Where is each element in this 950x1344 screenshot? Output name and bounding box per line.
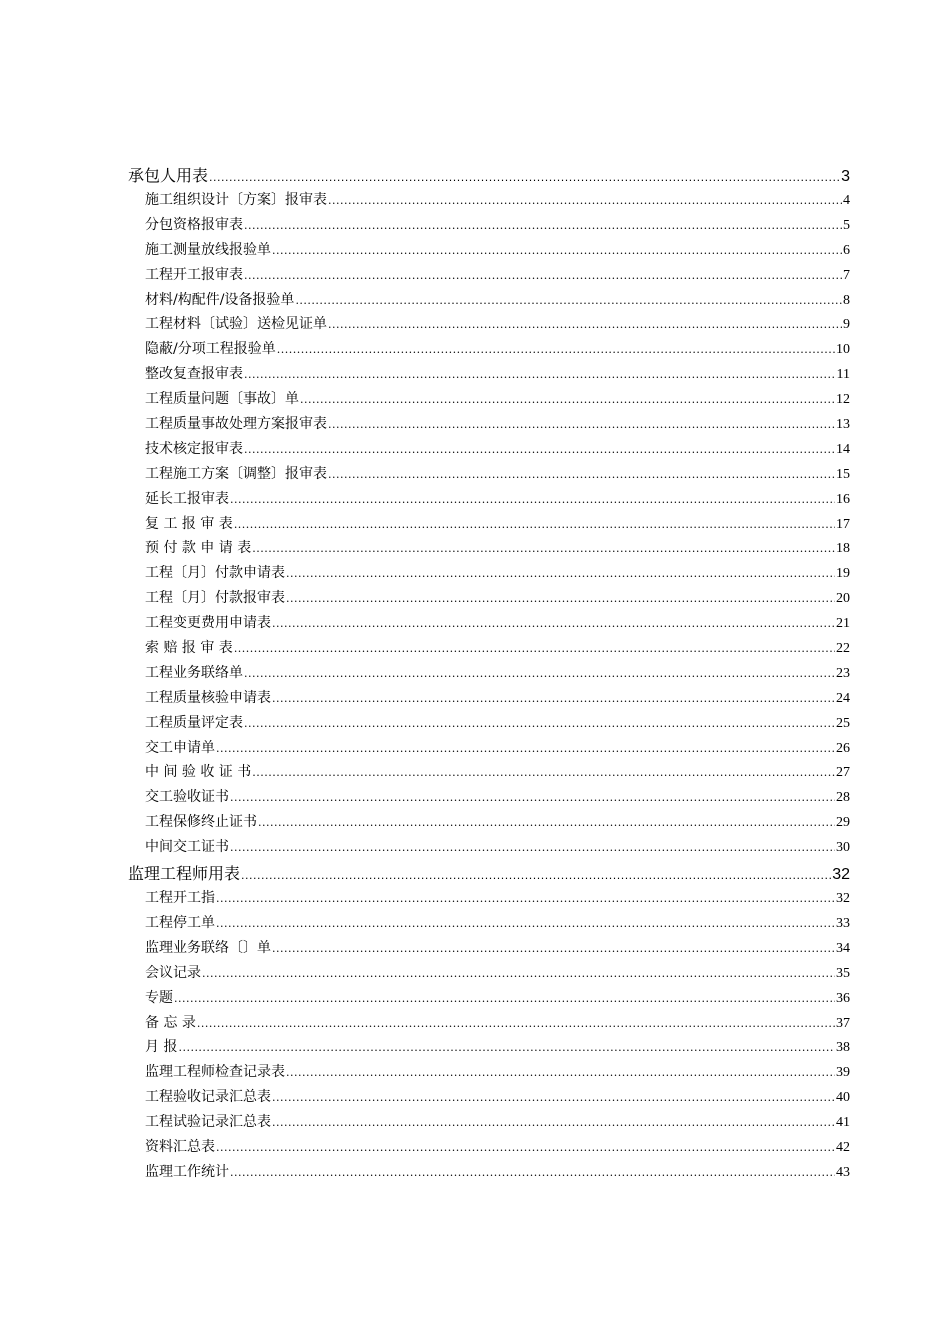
toc-entry-page-number: 20 bbox=[836, 591, 850, 607]
toc-entry-page-number: 42 bbox=[836, 1139, 850, 1155]
toc-entry-page-number: 3 bbox=[841, 168, 850, 185]
toc-entry-label: 中间交工证书 bbox=[145, 839, 229, 856]
dot-leader bbox=[277, 343, 835, 356]
dot-leader bbox=[272, 617, 835, 630]
toc-entry-label: 材料/构配件/设备报验单 bbox=[145, 291, 295, 308]
toc-entry[interactable] bbox=[128, 1036, 850, 1061]
toc-entry-label: 交工申请单 bbox=[145, 739, 215, 756]
dot-leader bbox=[286, 567, 835, 580]
toc-section-heading[interactable] bbox=[128, 861, 850, 887]
toc-entry-page-number: 4 bbox=[843, 193, 850, 208]
dot-leader bbox=[244, 443, 835, 456]
toc-entry[interactable] bbox=[128, 1012, 850, 1037]
toc-entry-page-number: 41 bbox=[836, 1115, 850, 1131]
dot-leader bbox=[272, 1091, 835, 1104]
toc-entry-label: 工程开工指 bbox=[145, 890, 215, 907]
toc-entry-page-number: 13 bbox=[836, 417, 850, 433]
dot-leader bbox=[174, 992, 835, 1005]
toc-entry[interactable] bbox=[128, 587, 850, 612]
toc-entry[interactable] bbox=[128, 1086, 850, 1111]
toc-entry-page-number: 15 bbox=[836, 466, 850, 482]
dot-leader bbox=[202, 967, 835, 980]
dot-leader bbox=[300, 393, 835, 406]
toc-entry[interactable] bbox=[128, 338, 850, 363]
toc-entry-label: 月 报 bbox=[145, 1039, 178, 1056]
toc-entry[interactable] bbox=[128, 637, 850, 662]
dot-leader bbox=[272, 1116, 835, 1129]
toc-entry-label: 工程变更费用申请表 bbox=[145, 615, 271, 632]
dot-leader bbox=[241, 869, 831, 882]
toc-entry-label: 施工测量放线报验单 bbox=[145, 241, 271, 258]
toc-entry-page-number: 9 bbox=[843, 317, 850, 333]
dot-leader bbox=[244, 368, 836, 381]
toc-entry-label: 工程保修终止证书 bbox=[145, 814, 257, 831]
toc-entry-page-number: 30 bbox=[836, 840, 850, 856]
toc-entry-page-number: 21 bbox=[836, 616, 850, 632]
toc-entry-label: 工程质量问题〔事故〕单 bbox=[145, 391, 299, 408]
toc-entry[interactable] bbox=[128, 962, 850, 987]
toc-entry-label: 专题 bbox=[145, 989, 173, 1006]
toc-entry-label: 分包资格报审表 bbox=[145, 216, 243, 233]
toc-entry[interactable] bbox=[128, 388, 850, 413]
dot-leader bbox=[209, 171, 840, 184]
table-of-contents bbox=[128, 163, 850, 1186]
toc-entry-label: 整改复查报审表 bbox=[145, 366, 243, 383]
dot-leader bbox=[286, 592, 835, 605]
toc-entry-label: 交工验收证书 bbox=[145, 789, 229, 806]
dot-leader bbox=[272, 244, 842, 257]
dot-leader bbox=[328, 194, 842, 207]
toc-entry-page-number: 24 bbox=[836, 690, 850, 706]
toc-entry-label: 工程〔月〕付款报审表 bbox=[145, 590, 285, 607]
toc-entry-label: 中 间 验 收 证 书 bbox=[145, 764, 252, 781]
toc-entry-label: 延长工报审表 bbox=[145, 490, 229, 507]
toc-entry-page-number: 32 bbox=[832, 866, 850, 884]
toc-entry-page-number: 28 bbox=[836, 790, 850, 806]
toc-entry-label: 监理工程师检查记录表 bbox=[145, 1064, 285, 1081]
toc-entry[interactable] bbox=[128, 811, 850, 836]
dot-leader bbox=[234, 518, 835, 531]
toc-entry-page-number: 34 bbox=[836, 940, 850, 956]
toc-section-heading[interactable] bbox=[128, 163, 850, 189]
toc-entry[interactable] bbox=[128, 264, 850, 289]
dot-leader bbox=[244, 667, 835, 680]
toc-entry[interactable] bbox=[128, 662, 850, 687]
toc-entry[interactable] bbox=[128, 836, 850, 861]
toc-entry-label: 工程停工单 bbox=[145, 914, 215, 931]
dot-leader bbox=[230, 841, 835, 854]
dot-leader bbox=[252, 766, 835, 779]
toc-entry[interactable] bbox=[128, 289, 850, 314]
dot-leader bbox=[272, 942, 835, 955]
dot-leader bbox=[230, 493, 835, 506]
dot-leader bbox=[328, 418, 835, 431]
toc-entry-page-number: 33 bbox=[836, 915, 850, 931]
dot-leader bbox=[216, 892, 835, 905]
toc-entry-label: 工程质量评定表 bbox=[145, 714, 243, 731]
toc-entry-label: 工程开工报审表 bbox=[145, 266, 243, 283]
toc-entry[interactable] bbox=[128, 562, 850, 587]
toc-entry[interactable] bbox=[128, 513, 850, 538]
toc-entry-page-number: 18 bbox=[836, 541, 850, 557]
toc-entry-page-number: 32 bbox=[836, 891, 850, 907]
toc-entry-label: 工程材料〔试验〕送检见证单 bbox=[145, 316, 327, 333]
toc-entry-page-number: 14 bbox=[836, 441, 850, 457]
toc-entry[interactable] bbox=[128, 612, 850, 637]
toc-entry-page-number: 7 bbox=[843, 267, 850, 283]
toc-entry[interactable] bbox=[128, 687, 850, 712]
toc-entry-page-number: 35 bbox=[836, 965, 850, 981]
toc-entry[interactable] bbox=[128, 214, 850, 239]
toc-entry-page-number: 6 bbox=[843, 242, 850, 258]
toc-entry-page-number: 12 bbox=[836, 392, 850, 408]
toc-entry[interactable] bbox=[128, 239, 850, 264]
dot-leader bbox=[216, 1141, 835, 1154]
dot-leader bbox=[258, 816, 835, 829]
toc-entry-page-number: 16 bbox=[836, 491, 850, 507]
toc-entry-page-number: 22 bbox=[836, 641, 850, 657]
toc-entry-label: 工程业务联络单 bbox=[145, 664, 243, 681]
toc-entry[interactable] bbox=[128, 463, 850, 488]
toc-entry-label: 技术核定报审表 bbox=[145, 440, 243, 457]
toc-entry[interactable] bbox=[128, 937, 850, 962]
toc-entry-label: 索 赔 报 审 表 bbox=[145, 640, 233, 657]
toc-entry-label: 工程质量核验申请表 bbox=[145, 689, 271, 706]
toc-entry[interactable] bbox=[128, 1136, 850, 1161]
toc-entry-label: 监理工作统计 bbox=[145, 1163, 229, 1180]
dot-leader bbox=[230, 1166, 835, 1179]
toc-entry[interactable] bbox=[128, 413, 850, 438]
dot-leader bbox=[328, 468, 835, 481]
toc-entry[interactable] bbox=[128, 363, 850, 388]
toc-entry[interactable] bbox=[128, 1061, 850, 1086]
toc-entry[interactable] bbox=[128, 987, 850, 1012]
toc-entry-page-number: 23 bbox=[836, 665, 850, 681]
toc-entry-label: 承包人用表 bbox=[128, 166, 209, 185]
toc-entry-page-number: 5 bbox=[843, 217, 850, 233]
toc-entry[interactable] bbox=[128, 786, 850, 811]
toc-entry[interactable] bbox=[128, 1161, 850, 1186]
toc-entry[interactable] bbox=[128, 712, 850, 737]
dot-leader bbox=[216, 917, 835, 930]
toc-entry-page-number: 43 bbox=[836, 1164, 850, 1180]
toc-entry-label: 施工组织设计〔方案〕报审表 bbox=[145, 192, 327, 208]
toc-entry-page-number: 37 bbox=[836, 1015, 850, 1031]
toc-entry[interactable] bbox=[128, 488, 850, 513]
toc-entry-label: 预 付 款 申 请 表 bbox=[145, 540, 252, 557]
toc-entry-label: 工程施工方案〔调整〕报审表 bbox=[145, 465, 327, 482]
toc-entry-page-number: 17 bbox=[836, 516, 850, 532]
toc-entry-label: 隐蔽/分项工程报验单 bbox=[145, 341, 276, 358]
toc-entry[interactable] bbox=[128, 1111, 850, 1136]
dot-leader bbox=[216, 742, 835, 755]
dot-leader bbox=[295, 294, 842, 307]
toc-entry-page-number: 27 bbox=[836, 765, 850, 781]
dot-leader bbox=[244, 717, 835, 730]
toc-entry-page-number: 19 bbox=[836, 566, 850, 582]
dot-leader bbox=[197, 1017, 835, 1030]
toc-entry-label: 复 工 报 审 表 bbox=[145, 515, 233, 532]
toc-entry-label: 会议记录 bbox=[145, 964, 201, 981]
toc-entry-label: 工程试验记录汇总表 bbox=[145, 1114, 271, 1131]
toc-entry-label: 备 忘 录 bbox=[145, 1014, 196, 1031]
toc-entry-label: 监理工程师用表 bbox=[128, 864, 241, 884]
toc-entry-page-number: 29 bbox=[836, 815, 850, 831]
toc-entry-page-number: 36 bbox=[836, 990, 850, 1006]
dot-leader bbox=[286, 1066, 835, 1079]
toc-entry-label: 工程质量事故处理方案报审表 bbox=[145, 416, 327, 433]
toc-entry-page-number: 38 bbox=[836, 1040, 850, 1056]
toc-entry[interactable] bbox=[128, 537, 850, 562]
toc-entry[interactable] bbox=[128, 189, 850, 214]
toc-entry-label: 工程验收记录汇总表 bbox=[145, 1089, 271, 1106]
toc-entry[interactable] bbox=[128, 313, 850, 338]
toc-entry-page-number: 11 bbox=[836, 367, 850, 383]
toc-entry-page-number: 40 bbox=[836, 1090, 850, 1106]
toc-entry-page-number: 25 bbox=[836, 715, 850, 731]
toc-entry-page-number: 39 bbox=[836, 1065, 850, 1081]
toc-entry-page-number: 8 bbox=[843, 292, 850, 308]
toc-entry[interactable] bbox=[128, 737, 850, 762]
toc-entry[interactable] bbox=[128, 438, 850, 463]
dot-leader bbox=[328, 318, 842, 331]
dot-leader bbox=[234, 642, 835, 655]
toc-entry-page-number: 10 bbox=[836, 342, 850, 358]
dot-leader bbox=[230, 791, 835, 804]
toc-entry[interactable] bbox=[128, 887, 850, 912]
dot-leader bbox=[244, 269, 842, 282]
toc-entry-label: 工程〔月〕付款申请表 bbox=[145, 565, 285, 582]
toc-entry[interactable] bbox=[128, 912, 850, 937]
dot-leader bbox=[252, 542, 835, 555]
toc-entry[interactable] bbox=[128, 761, 850, 786]
dot-leader bbox=[272, 692, 835, 705]
toc-entry-page-number: 26 bbox=[836, 740, 850, 756]
toc-entry-label: 监理业务联络〔〕单 bbox=[145, 939, 271, 956]
toc-entry-label: 资料汇总表 bbox=[145, 1138, 215, 1155]
dot-leader bbox=[244, 219, 842, 232]
dot-leader bbox=[178, 1041, 835, 1054]
